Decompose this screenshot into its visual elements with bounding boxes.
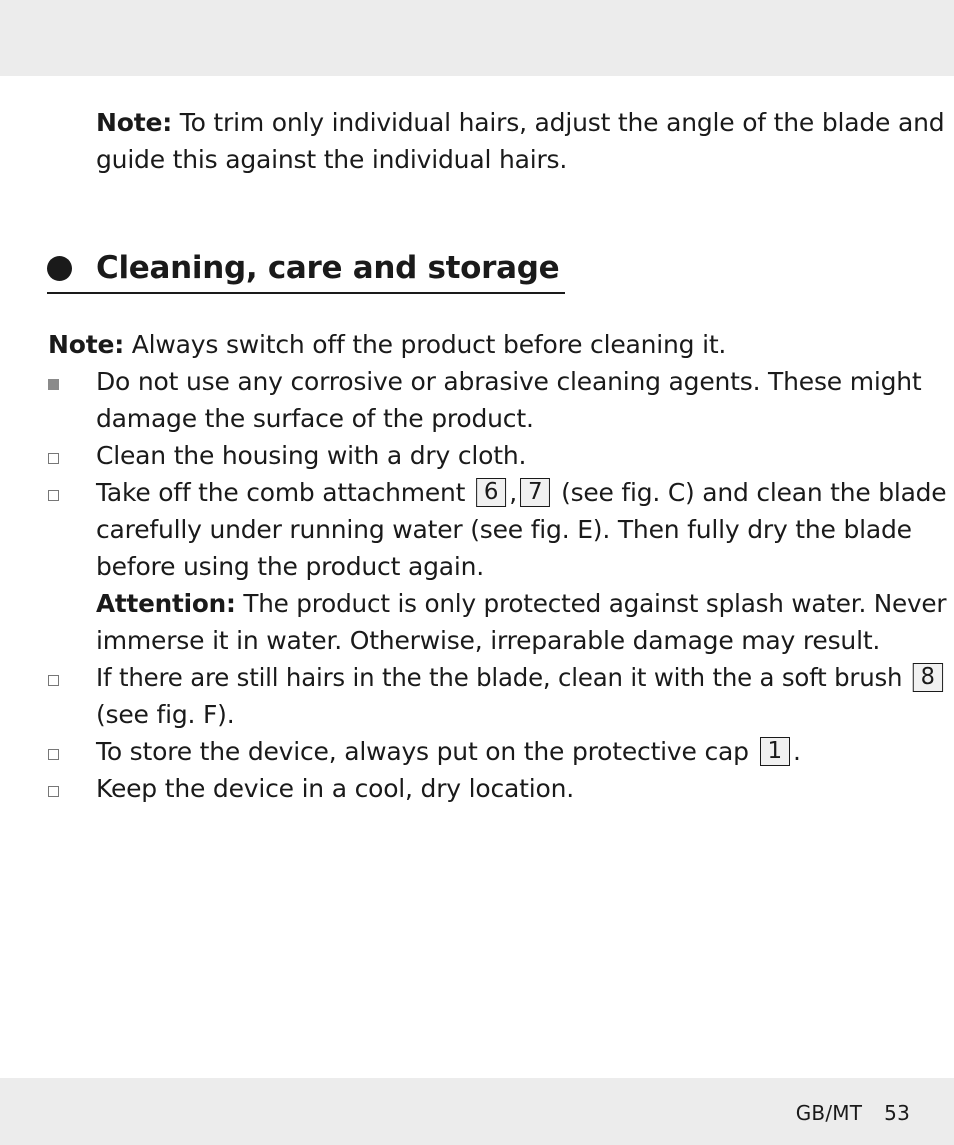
list-item-3-line-1: [96, 474, 946, 511]
list-item-1-line-2: damage the surface of the product.: [96, 404, 534, 433]
list-item-3-text-pre: Take off the comb attachment: [96, 478, 473, 507]
square-bullet-icon: [48, 786, 59, 797]
list-item-1-line-1: Do not use any corrosive or abrasive cleaning agents. These might: [96, 367, 922, 396]
list-item-4-line-1: [96, 659, 946, 696]
intro-note-line-1: [96, 104, 944, 141]
part-ref-6: 6: [476, 478, 506, 507]
list-item-2-line-1: Clean the housing with a dry cloth.: [96, 441, 527, 470]
attention-label: Attention:: [96, 589, 236, 618]
list-item-3-text-post: (see fig. C) and clean the blade: [553, 478, 947, 507]
list-item-3-line-3: before using the product again.: [96, 552, 485, 581]
attention-text: The product is only protected against splash water. Never: [235, 589, 947, 618]
list-item-4-line-2: (see fig. F).: [96, 700, 235, 729]
intro-note-line-2: guide this against the individual hairs.: [96, 145, 568, 174]
cleaning-note-text: Always switch off the product before cleaning it.: [124, 330, 727, 359]
list-item-5-line-1: [96, 733, 801, 770]
square-bullet-icon: [48, 675, 59, 686]
page-number: 53: [884, 1101, 910, 1125]
heading-underline: [47, 292, 565, 294]
heading-bullet-icon: [47, 256, 72, 281]
list-item-5-period: .: [792, 737, 801, 766]
header-band: [0, 0, 954, 76]
part-ref-8: 8: [913, 663, 943, 692]
list-item-3-line-2: carefully under running water (see fig. E). Then fully dry the blade: [96, 515, 912, 544]
ref-separator: ,: [509, 478, 517, 507]
square-bullet-icon: [48, 749, 59, 760]
footer-locale: GB/MT: [795, 1101, 863, 1125]
page-footer: [796, 1101, 910, 1125]
cleaning-note-label: Note:: [48, 330, 125, 359]
list-item-4-text: If there are still hairs in the the blade, clean it with the a soft brush: [96, 663, 910, 692]
intro-note-text: To trim only individual hairs, adjust the angle of the blade and: [172, 108, 945, 137]
part-ref-7: 7: [520, 478, 550, 507]
square-bullet-icon: [48, 490, 59, 501]
part-ref-1: 1: [760, 737, 790, 766]
filled-square-bullet-icon: [48, 379, 59, 390]
intro-note-label: Note:: [96, 108, 173, 137]
square-bullet-icon: [48, 453, 59, 464]
list-item-6-line-1: Keep the device in a cool, dry location.: [96, 774, 574, 803]
attention-line-1: [96, 585, 946, 622]
list-item-5-text: To store the device, always put on the protective cap: [96, 737, 757, 766]
section-title: Cleaning, care and storage: [96, 250, 560, 286]
attention-line-2: immerse it in water. Otherwise, irreparable damage may result.: [96, 626, 881, 655]
cleaning-note: [48, 326, 726, 363]
